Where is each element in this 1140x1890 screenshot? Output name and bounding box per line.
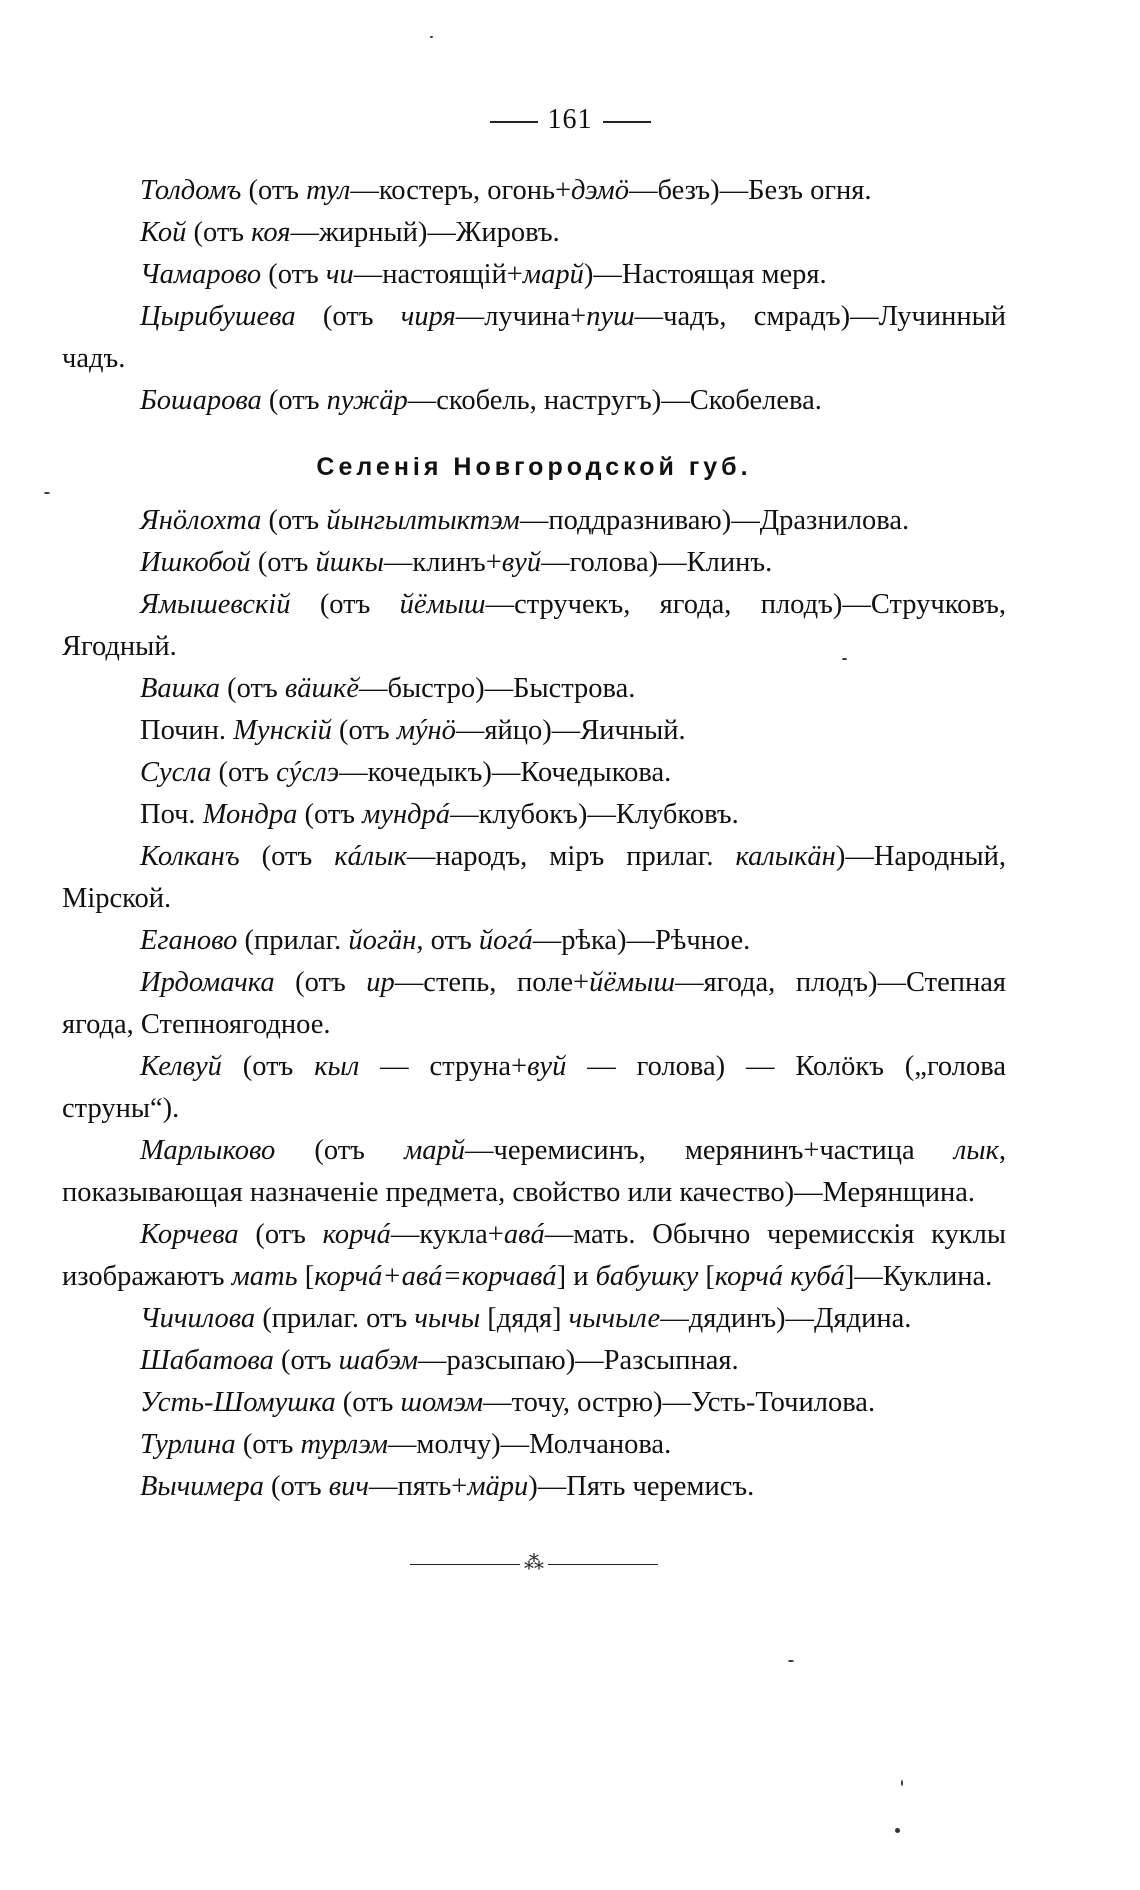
entry-term: Цырибушева [140,301,296,332]
entry-text: )—Пять черемисъ. [528,1471,755,1502]
entry-text: (отъ [239,841,335,872]
entry-text: (отъ [273,1345,339,1376]
ornament-left-line [410,1564,520,1566]
entry-etymon: чычыле [568,1303,661,1334]
entry-paragraph [62,296,1006,380]
entry-term: Марлыково [140,1135,276,1166]
entry-term: Вычимера [140,1471,264,1502]
section-heading: Селенія Новгородской губ. [316,453,752,481]
entry-text: [ [698,1261,715,1292]
entry-text: —разсыпаю)—Разсыпная. [418,1345,739,1376]
entry-etymon: коя [251,217,291,248]
entry-etymon: шабэм [338,1345,419,1376]
entry-etymon: кыл [314,1051,360,1082]
entry-etymon: турлэм [300,1429,388,1460]
print-speck [430,36,433,38]
entry-etymon: пуш [586,301,635,332]
entry-etymon: вуй [501,547,542,578]
entry-term: Ямышевскій [140,589,291,620]
entry-text: —клинъ+ [383,547,502,578]
entry-term: Шабатова [140,1345,274,1376]
entry-text: (прилаг. отъ [255,1303,415,1334]
entry-term: Еганово [140,925,238,956]
entry-etymon: марй [522,259,584,290]
entry-text: —безъ)—Безъ огня. [628,175,872,206]
entry-paragraph [62,212,1006,254]
entry-text: (прилаг. [237,925,349,956]
entry-text: —ягода, плодъ)—Степная ягода, Степноягодное. [62,967,1006,1040]
entry-etymon: корчá кубá [714,1261,845,1292]
entry-text: —народъ, міръ прилаг. [406,841,736,872]
entry-text: —мать. Обычно черемисскія куклы изображаютъ [62,1219,1006,1292]
entry-text: (отъ [274,967,367,998]
entry-text: —молчу)—Молчанова. [387,1429,672,1460]
entry-term: Янӧлохта [140,505,262,536]
entry-text: — голова) — Колӧкъ („голова струны“). [62,1051,1007,1124]
entry-paragraph [62,710,1006,752]
entry-paragraph [62,1424,1006,1466]
entry-etymon: Мунскій [233,715,332,746]
entry-term: Ишкобой [140,547,251,578]
entry-text: (отъ [250,547,316,578]
page-body [62,170,1006,1584]
entry-term: Чичилова [140,1303,256,1334]
entry-term: Усть-Шомушка [140,1387,336,1418]
entry-etymon: ир [366,967,395,998]
entry-paragraph [62,668,1006,710]
entry-etymon: йогá [478,925,533,956]
entry-paragraph [62,836,1006,920]
entry-etymon: вуй [527,1051,567,1082]
entry-etymon: бабушку [595,1261,699,1292]
entry-text: —быстро)—Быстрова. [358,673,636,704]
entry-text: —степь, поле+ [394,967,590,998]
ornament-asterism: ⁂ [524,1552,544,1574]
entry-text: (отъ [263,1471,329,1502]
entry-text: Поч. [140,799,203,830]
entry-text: ] и [556,1261,596,1292]
entry-text: —черемисинъ, мерянинъ+частица [465,1135,954,1166]
entry-text: —поддразниваю)—Дразнилова. [519,505,910,536]
entry-etymon: мýнӧ [396,715,456,746]
entry-text: (отъ [235,1429,301,1460]
entry-text: —костеръ, огонь+ [350,175,572,206]
entry-text: —точу, острю)—Усть-Точилова. [483,1387,876,1418]
entry-text: —пять+ [368,1471,468,1502]
entry-term: Корчева [140,1219,239,1250]
entry-etymon: корчá+авá=корчавá [314,1261,557,1292]
entry-text: —дядинъ)—Дядина. [660,1303,912,1334]
entry-etymon: йогäн [348,925,417,956]
entry-text: (отъ [238,1219,323,1250]
entry-paragraph [62,380,1006,422]
print-speck [901,1780,903,1786]
entry-paragraph [62,962,1006,1046]
entry-paragraph [62,1046,1006,1130]
entry-paragraph [62,920,1006,962]
ornament-right-line [548,1564,658,1566]
entry-text: , показывающая назначеніе предмета, свойство или качество)—Мерянщина. [62,1135,1006,1208]
entry-paragraph [62,1466,1006,1508]
entry-text: , отъ [416,925,479,956]
entry-etymon: авá [503,1219,545,1250]
entry-text: —настоящій+ [353,259,523,290]
entry-etymon: шомэм [400,1387,484,1418]
entry-text: (отъ [331,715,397,746]
entry-paragraph [62,1340,1006,1382]
entry-paragraph [62,1298,1006,1340]
entry-text: (отъ [261,385,327,416]
entry-term: Вашка [140,673,221,704]
entry-text: —кочедыкъ)—Кочедыкова. [339,757,672,788]
entry-etymon: чиря [400,301,456,332]
entry-text: —голова)—Клинъ. [541,547,773,578]
entry-text: ]—Куклина. [844,1261,993,1292]
entry-text: Почин. [140,715,234,746]
entry-paragraph [62,794,1006,836]
entry-etymon: Мондра [202,799,298,830]
entry-etymon: йёмыш [399,589,486,620]
entry-paragraph [62,500,1006,542]
entry-etymon: чи [325,259,354,290]
entry-paragraph [62,1130,1006,1214]
entry-text: —яйцо)—Яичный. [455,715,686,746]
entry-paragraph [62,170,1006,212]
entry-etymon: мать [231,1261,298,1292]
entry-etymon: калыкäн [735,841,836,872]
entry-etymon: йшкы [315,547,384,578]
entry-paragraph [62,1214,1006,1298]
entry-etymon: корчá [322,1219,391,1250]
print-speck [842,658,847,660]
entries-top-list [62,170,1006,422]
entry-text: —клубокъ)—Клубковъ. [450,799,739,830]
entry-paragraph [62,752,1006,794]
print-speck [44,492,50,494]
entry-text: —лучина+ [455,301,587,332]
entry-text: (отъ [297,799,363,830]
entry-etymon: сýслэ [276,757,340,788]
entry-text: (отъ [261,505,327,536]
entry-text: (отъ [211,757,277,788]
entry-text: )—Народный, Мірской. [62,841,1007,914]
entry-text: [ [297,1261,315,1292]
entry-etymon: вич [328,1471,369,1502]
entry-etymon: марй [404,1135,466,1166]
entry-text: )—Настоящая меря. [583,259,827,290]
entry-etymon: мäри [467,1471,529,1502]
print-speck [895,1828,900,1833]
entry-paragraph [62,1382,1006,1424]
end-ornament [62,1542,1006,1584]
entry-paragraph [62,254,1006,296]
page-number-right-dash [603,121,651,123]
entry-text: (отъ [261,259,326,290]
entry-term: Бошарова [140,385,262,416]
page-number-text: 161 [547,104,593,135]
entry-etymon: лык [953,1135,999,1166]
entries-bottom-list [62,500,1006,1508]
entry-etymon: мундрá [362,799,451,830]
entry-text: (отъ [186,217,252,248]
entry-text: (отъ [295,301,401,332]
entry-etymon: йынгылтыктэм [326,505,520,536]
entry-text: (отъ [241,175,307,206]
entry-text: (отъ [220,673,285,704]
entry-etymon: тул [306,175,351,206]
page-number [0,104,1140,136]
entry-paragraph [62,542,1006,584]
entry-text: —рѣка)—Рѣчное. [532,925,751,956]
entry-paragraph [62,584,1006,668]
entry-text: (отъ [335,1387,401,1418]
entry-term: Турлина [140,1429,236,1460]
entry-etymon: дэмӧ [571,175,629,206]
entry-term: Келвуй [140,1051,222,1082]
entry-text: —кукла+ [390,1219,504,1250]
entry-text: —жирный)—Жировъ. [290,217,560,248]
entry-text: —стручекъ, ягода, плодъ)—Стручковъ, Ягодный. [62,589,1006,662]
entry-text: [дядя] [480,1303,569,1334]
entry-term: Ирдомачка [140,967,275,998]
print-speck [788,1660,794,1662]
entry-etymon: кáлык [334,841,407,872]
entry-term: Чамарово [140,259,262,290]
entry-etymon: вäшкӗ [284,673,359,704]
entry-term: Кой [140,217,187,248]
entry-etymon: пужäр [326,385,408,416]
entry-term: Толдомъ [140,175,242,206]
entry-text: —скобель, настругъ)—Скобелева. [407,385,822,416]
entry-text: (отъ [290,589,400,620]
entry-etymon: чычы [414,1303,481,1334]
entry-text: —чадъ, смрадъ)—Лучинный чадъ. [62,301,1006,374]
entry-etymon: йёмыш [589,967,675,998]
entry-term: Колканъ [140,841,240,872]
entry-text: (отъ [275,1135,405,1166]
entry-text: (отъ [221,1051,315,1082]
entry-text: — струна+ [359,1051,528,1082]
page-number-left-dash [490,121,538,123]
entry-term: Сусла [140,757,212,788]
